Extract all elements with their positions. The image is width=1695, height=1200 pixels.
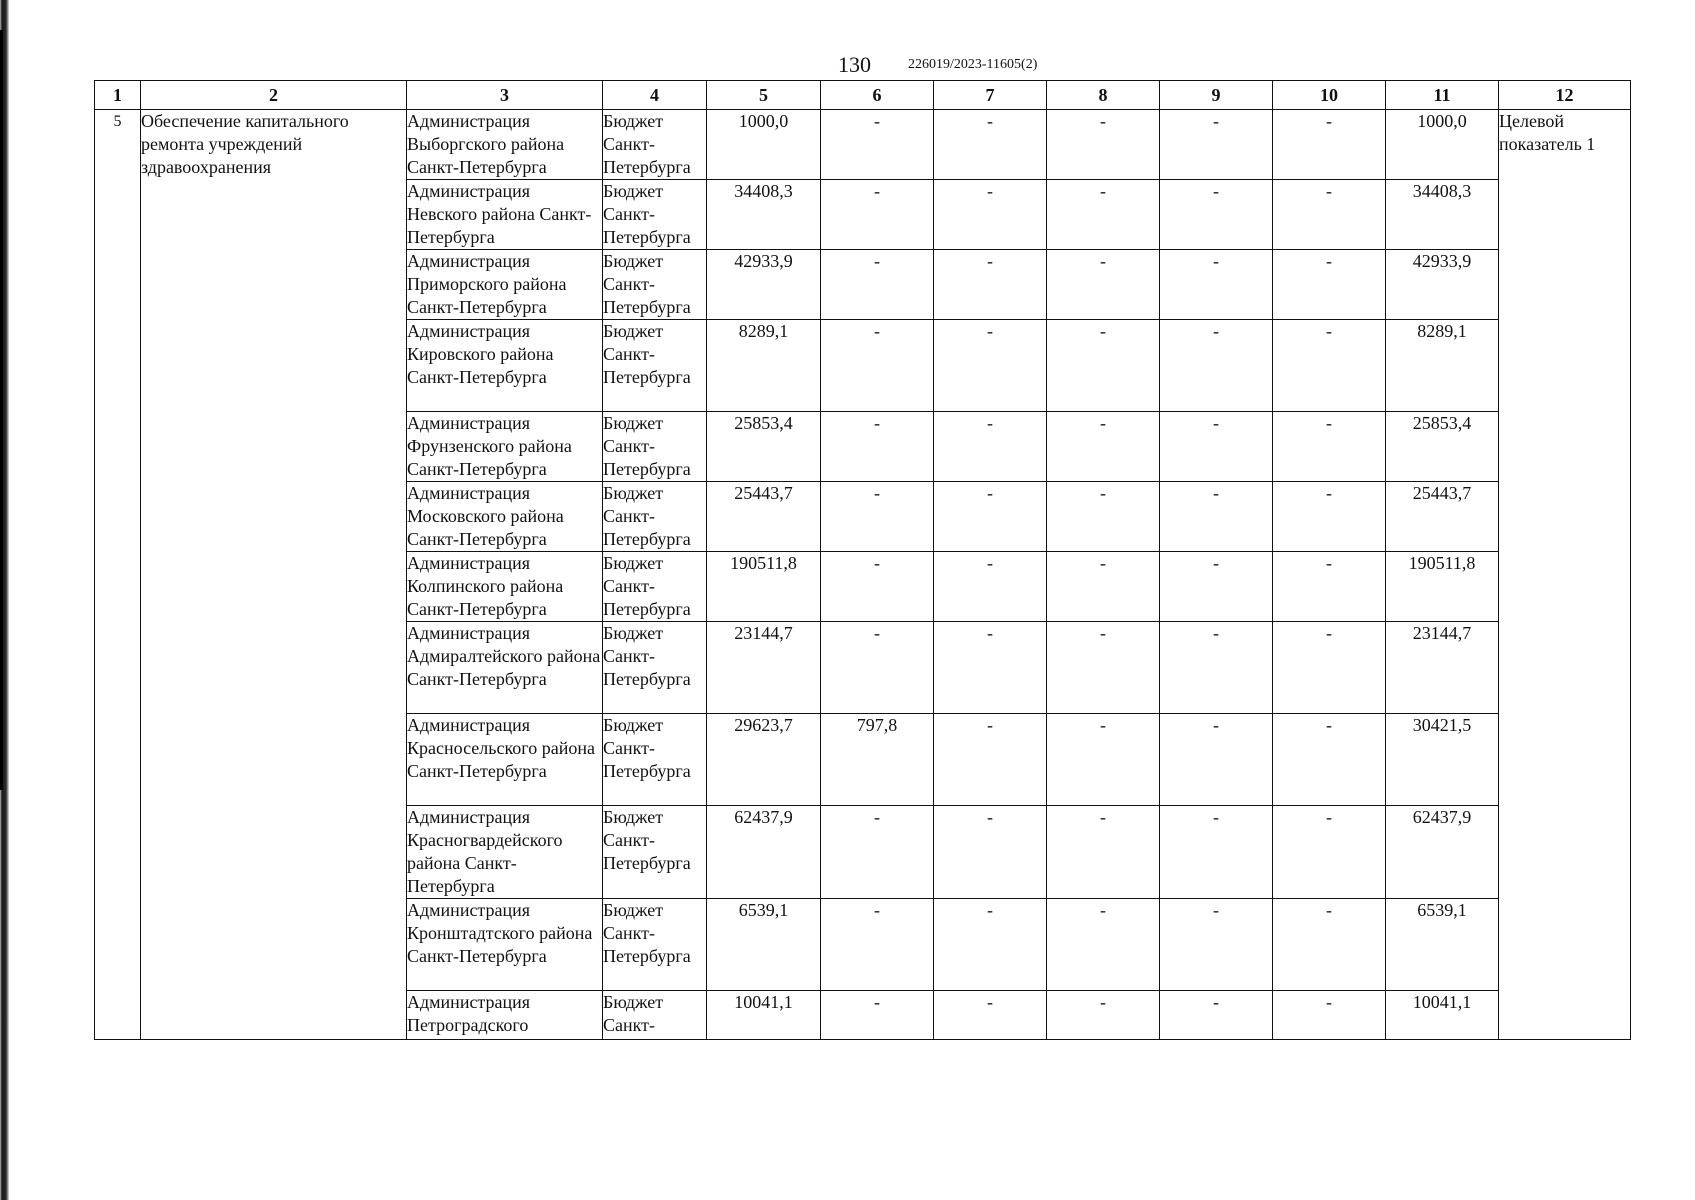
amount-cell: - bbox=[1160, 991, 1273, 1040]
amount-cell: - bbox=[934, 180, 1047, 250]
executor-cell: Администрация Кировского района Санкт-Петербурга bbox=[407, 320, 603, 412]
executor-cell: Администрация Колпинского района Санкт-Петербурга bbox=[407, 552, 603, 622]
amount-cell: - bbox=[1160, 899, 1273, 991]
amount-cell: - bbox=[1273, 552, 1386, 622]
amount-cell: - bbox=[821, 412, 934, 482]
amount-cell: - bbox=[1273, 320, 1386, 412]
amount-cell: - bbox=[1047, 714, 1160, 806]
amount-cell: - bbox=[934, 412, 1047, 482]
amount-cell: - bbox=[934, 714, 1047, 806]
amount-cell: 29623,7 bbox=[707, 714, 821, 806]
total-cell: 30421,5 bbox=[1386, 714, 1499, 806]
amount-cell: - bbox=[934, 110, 1047, 180]
amount-cell: - bbox=[1273, 110, 1386, 180]
amount-cell: - bbox=[934, 899, 1047, 991]
total-cell: 25853,4 bbox=[1386, 412, 1499, 482]
amount-cell: 797,8 bbox=[821, 714, 934, 806]
total-cell: 42933,9 bbox=[1386, 250, 1499, 320]
source-cell: Бюджет Санкт-Петербурга bbox=[603, 806, 707, 899]
source-cell: Бюджет Санкт- bbox=[603, 991, 707, 1040]
amount-cell: 42933,9 bbox=[707, 250, 821, 320]
source-cell: Бюджет Санкт-Петербурга bbox=[603, 482, 707, 552]
amount-cell: 8289,1 bbox=[707, 320, 821, 412]
amount-cell: - bbox=[1047, 412, 1160, 482]
source-cell: Бюджет Санкт-Петербурга bbox=[603, 714, 707, 806]
amount-cell: - bbox=[934, 482, 1047, 552]
total-cell: 10041,1 bbox=[1386, 991, 1499, 1040]
source-cell: Бюджет Санкт-Петербурга bbox=[603, 110, 707, 180]
amount-cell: - bbox=[1273, 714, 1386, 806]
column-header: 9 bbox=[1160, 81, 1273, 110]
amount-cell: - bbox=[1047, 180, 1160, 250]
source-cell: Бюджет Санкт-Петербурга bbox=[603, 552, 707, 622]
amount-cell: 6539,1 bbox=[707, 899, 821, 991]
amount-cell: - bbox=[1047, 320, 1160, 412]
amount-cell: - bbox=[821, 250, 934, 320]
executor-cell: Администрация Невского района Санкт-Петербурга bbox=[407, 180, 603, 250]
amount-cell: - bbox=[821, 110, 934, 180]
amount-cell: - bbox=[1047, 622, 1160, 714]
amount-cell: - bbox=[1160, 320, 1273, 412]
page-number: 130 bbox=[838, 52, 871, 77]
amount-cell: - bbox=[821, 991, 934, 1040]
executor-cell: Администрация Фрунзенского района Санкт-Петербурга bbox=[407, 412, 603, 482]
amount-cell: - bbox=[1047, 552, 1160, 622]
total-cell: 1000,0 bbox=[1386, 110, 1499, 180]
amount-cell: 62437,9 bbox=[707, 806, 821, 899]
indicator-cell: Целевой показатель 1 bbox=[1499, 110, 1631, 1040]
executor-cell: Администрация Адмиралтейского района Санкт-Петербурга bbox=[407, 622, 603, 714]
amount-cell: 25443,7 bbox=[707, 482, 821, 552]
item-number: 5 bbox=[95, 110, 141, 1040]
total-cell: 23144,7 bbox=[1386, 622, 1499, 714]
amount-cell: - bbox=[1273, 899, 1386, 991]
binding-edge-shadow bbox=[0, 30, 3, 790]
amount-cell: - bbox=[934, 320, 1047, 412]
amount-cell: - bbox=[934, 806, 1047, 899]
amount-cell: - bbox=[1160, 110, 1273, 180]
column-header: 3 bbox=[407, 81, 603, 110]
amount-cell: - bbox=[821, 320, 934, 412]
amount-cell: - bbox=[1160, 412, 1273, 482]
column-header: 8 bbox=[1047, 81, 1160, 110]
total-cell: 190511,8 bbox=[1386, 552, 1499, 622]
source-cell: Бюджет Санкт-Петербурга bbox=[603, 180, 707, 250]
total-cell: 6539,1 bbox=[1386, 899, 1499, 991]
amount-cell: - bbox=[821, 806, 934, 899]
total-cell: 8289,1 bbox=[1386, 320, 1499, 412]
amount-cell: - bbox=[1047, 991, 1160, 1040]
amount-cell: - bbox=[1273, 806, 1386, 899]
executor-cell: Администрация Кронштадтского района Санкт-Петербурга bbox=[407, 899, 603, 991]
total-cell: 34408,3 bbox=[1386, 180, 1499, 250]
amount-cell: - bbox=[1160, 250, 1273, 320]
amount-cell: - bbox=[821, 552, 934, 622]
amount-cell: - bbox=[934, 622, 1047, 714]
amount-cell: - bbox=[821, 899, 934, 991]
page-header bbox=[0, 52, 1695, 78]
amount-cell: 190511,8 bbox=[707, 552, 821, 622]
amount-cell: - bbox=[821, 622, 934, 714]
amount-cell: - bbox=[934, 250, 1047, 320]
amount-cell: - bbox=[1047, 806, 1160, 899]
column-header: 4 bbox=[603, 81, 707, 110]
column-header: 11 bbox=[1386, 81, 1499, 110]
amount-cell: - bbox=[1047, 250, 1160, 320]
amount-cell: - bbox=[1273, 250, 1386, 320]
executor-cell: Администрация Московского района Санкт-Петербурга bbox=[407, 482, 603, 552]
amount-cell: - bbox=[1047, 482, 1160, 552]
amount-cell: 25853,4 bbox=[707, 412, 821, 482]
executor-cell: Администрация Приморского района Санкт-Петербурга bbox=[407, 250, 603, 320]
amount-cell: - bbox=[1047, 899, 1160, 991]
column-header: 12 bbox=[1499, 81, 1631, 110]
amount-cell: 23144,7 bbox=[707, 622, 821, 714]
source-cell: Бюджет Санкт-Петербурга bbox=[603, 622, 707, 714]
item-title: Обеспечение капитального ремонта учреждений здравоохранения bbox=[141, 110, 407, 1040]
budget-table bbox=[94, 80, 1631, 1040]
source-cell: Бюджет Санкт-Петербурга bbox=[603, 250, 707, 320]
amount-cell: - bbox=[1160, 806, 1273, 899]
amount-cell: 10041,1 bbox=[707, 991, 821, 1040]
amount-cell: - bbox=[1160, 622, 1273, 714]
column-header: 6 bbox=[821, 81, 934, 110]
column-header: 1 bbox=[95, 81, 141, 110]
amount-cell: - bbox=[1160, 482, 1273, 552]
document-id: 226019/2023-11605(2) bbox=[908, 57, 1038, 72]
source-cell: Бюджет Санкт-Петербурга bbox=[603, 320, 707, 412]
amount-cell: 1000,0 bbox=[707, 110, 821, 180]
amount-cell: - bbox=[1273, 622, 1386, 714]
column-number-row bbox=[95, 81, 1631, 110]
source-cell: Бюджет Санкт-Петербурга bbox=[603, 412, 707, 482]
column-header: 2 bbox=[141, 81, 407, 110]
total-cell: 25443,7 bbox=[1386, 482, 1499, 552]
amount-cell: - bbox=[1160, 714, 1273, 806]
amount-cell: - bbox=[821, 482, 934, 552]
amount-cell: - bbox=[1273, 482, 1386, 552]
amount-cell: - bbox=[1047, 110, 1160, 180]
amount-cell: - bbox=[1160, 180, 1273, 250]
amount-cell: - bbox=[1160, 552, 1273, 622]
source-cell: Бюджет Санкт-Петербурга bbox=[603, 899, 707, 991]
amount-cell: - bbox=[1273, 412, 1386, 482]
total-cell: 62437,9 bbox=[1386, 806, 1499, 899]
executor-cell: Администрация Красносельского района Санкт-Петербурга bbox=[407, 714, 603, 806]
amount-cell: - bbox=[934, 552, 1047, 622]
column-header: 10 bbox=[1273, 81, 1386, 110]
executor-cell: Администрация Красногвардейского района Санкт-Петербурга bbox=[407, 806, 603, 899]
executor-cell: Администрация Петроградского bbox=[407, 991, 603, 1040]
column-header: 7 bbox=[934, 81, 1047, 110]
table-row bbox=[95, 110, 1631, 180]
column-header: 5 bbox=[707, 81, 821, 110]
amount-cell: - bbox=[1273, 991, 1386, 1040]
amount-cell: - bbox=[821, 180, 934, 250]
amount-cell: - bbox=[934, 991, 1047, 1040]
amount-cell: 34408,3 bbox=[707, 180, 821, 250]
amount-cell: - bbox=[1273, 180, 1386, 250]
executor-cell: Администрация Выборгского района Санкт-Петербурга bbox=[407, 110, 603, 180]
